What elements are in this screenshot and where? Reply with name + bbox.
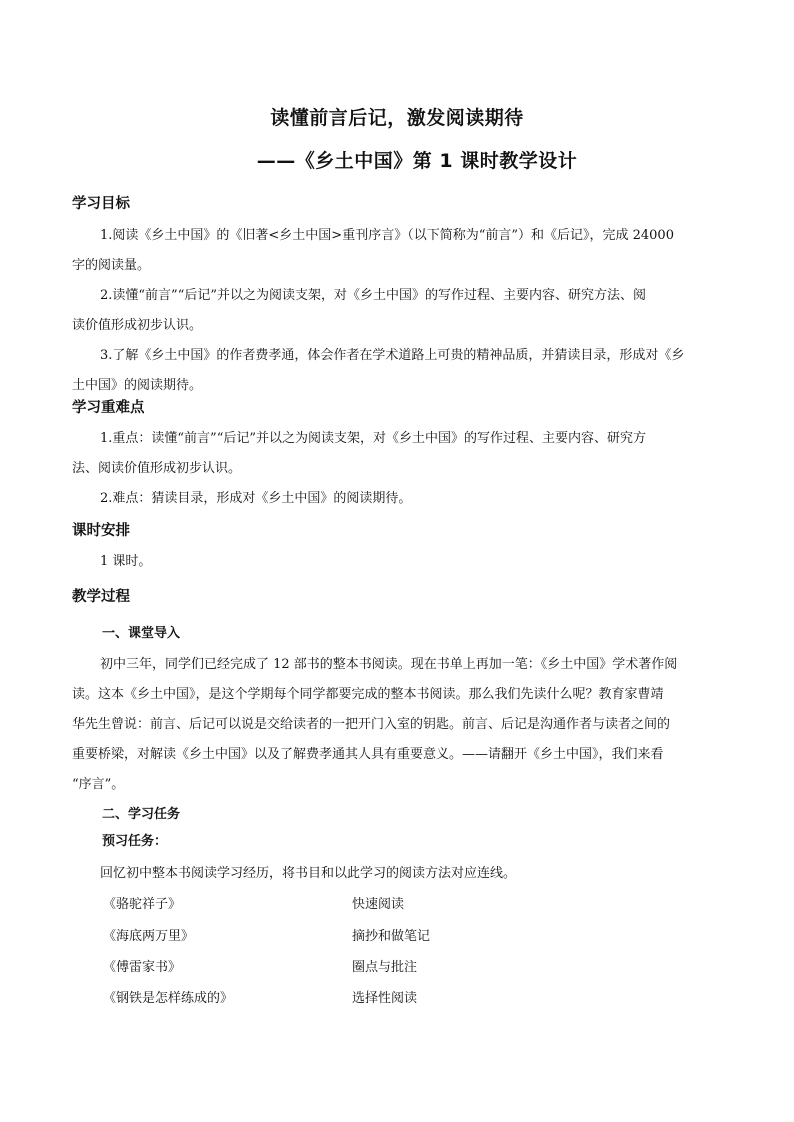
reading-method: 选择性阅读 [352,991,418,1006]
schedule-text [72,547,727,577]
objective-2-line-2: 读价值形成初步认识。 [72,318,203,333]
book-title: 《傅雷家书》 [103,960,182,975]
key-point-2-line-1: 2.难点：猜读目录，形成对《乡土中国》的阅读期待。 [100,491,412,506]
reading-method: 快速阅读 [352,897,405,912]
section-1-line-3: 华先生曾说：前言、后记可以说是交给读者的一把开门入室的钥匙。前言、后记是沟通作者与读者之间的 [72,717,671,732]
reading-method: 圈点与批注 [352,960,418,975]
key-point-1-line-1: 1.重点：读懂“前言”“后记”并以之为阅读支架，对《乡土中国》的写作过程、主要内容、研究方 [100,431,646,446]
section-1-paragraph [72,650,727,800]
schedule-line: 1 课时。 [100,554,152,569]
book-title: 《钢铁是怎样练成的》 [103,991,234,1006]
section-1-line-2: 读。这本《乡土中国》，是这个学期每个同学都要完成的整本书阅读。那么我们先读什么呢？教育家曹靖 [72,687,664,702]
heading-process: 教学过程 [72,589,130,605]
objective-1-line-2: 字的阅读量。 [72,258,151,273]
section-2-title: 二、学习任务 [102,807,181,822]
key-point-1-line-2: 法、阅读价值形成初步认识。 [72,461,242,476]
book-title: 《骆驼祥子》 [103,897,182,912]
section-1-line-1: 初中三年，同学们已经完成了 12 部书的整本书阅读。现在书单上再加一笔：《乡土中国》学术著作阅 [100,657,678,672]
objective-1-line-1: 1.阅读《乡土中国》的《旧著<乡土中国>重刊序言》（以下简称为“前言”）和《后记》，完成 24000 [100,228,674,243]
heading-schedule: 课时安排 [72,523,130,539]
section-1-line-5: “序言”。 [72,777,125,792]
objectives-list [72,221,727,401]
section-1-title: 一、课堂导入 [102,626,181,641]
book-title: 《海底两万里》 [103,929,195,944]
document-subtitle: ——《乡土中国》第 1 课时教学设计 [256,150,578,172]
section-2-subtitle: 预习任务： [102,834,168,849]
document-title: 读懂前言后记，激发阅读期待 [270,107,524,129]
key-points-list [72,424,727,514]
objective-3-line-1: 3.了解《乡土中国》的作者费孝通，体会作者在学术道路上可贵的精神品质，并猜读目录，形成对《乡 [100,348,685,363]
instruction-line: 回忆初中整本书阅读学习经历，将书目和以此学习的阅读方法对应连线。 [100,866,517,881]
heading-objectives: 学习目标 [72,196,130,212]
reading-method: 摘抄和做笔记 [352,929,431,944]
objective-3-line-2: 土中国》的阅读期待。 [72,378,203,393]
objective-2-line-1: 2.读懂“前言”“后记”并以之为阅读支架，对《乡土中国》的写作过程、主要内容、研究方法、阅 [100,288,646,303]
heading-key-points: 学习重难点 [72,400,145,416]
section-1-line-4: 重要桥梁，对解读《乡土中国》以及了解费孝通其人具有重要意义。——请翻开《乡土中国》，我们来看 [72,747,664,762]
section-2-instruction [72,859,727,889]
